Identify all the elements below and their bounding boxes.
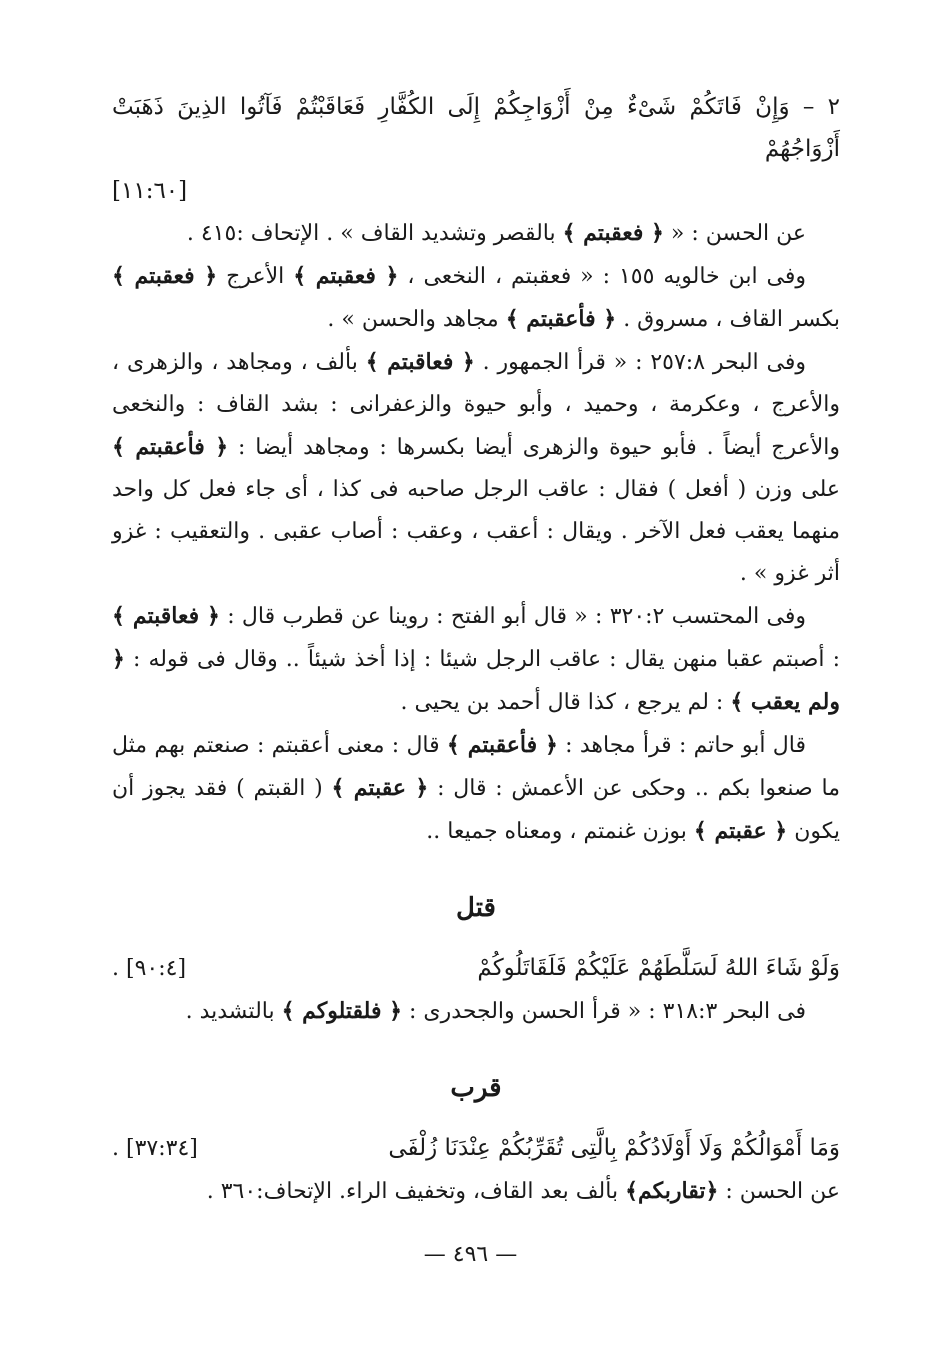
verse-reference: [٩٠:٤] . [112, 956, 187, 981]
text-run: عن الحسن : [718, 1179, 840, 1204]
section-heading: قرب [450, 1073, 502, 1103]
commentary-paragraph [112, 341, 840, 595]
text-run: قال : معنى أعقبتم : صنعتم بهم مثل ما صنعوا بكم .. وحكى عن الأعمش : قال : [112, 733, 840, 801]
page-number: — ٤٩٦ — [423, 1242, 518, 1267]
text-run: بكسر القاف ، مسروق . [616, 307, 840, 332]
reading-highlight: ﴿ فعقبتم ﴾ [562, 220, 664, 246]
reading-highlight: ﴿ فأعقبتم ﴾ [505, 306, 617, 332]
reading-highlight: ﴿ عقبتم ﴾ [331, 775, 429, 801]
reading-highlight: ﴿تقاربكم﴾ [625, 1178, 719, 1204]
reading-highlight: ﴿ عقبتم ﴾ [693, 818, 788, 844]
reading-highlight: ﴿ ولم يعقب ﴾ [112, 646, 840, 715]
text-run: : أصبتم عقبا منهن يقال : عاقب الرجل شيئا : إذا أخذ شيئاً .. وقال فى قوله : [124, 647, 840, 672]
reading-highlight: ﴿ فعقبتم ﴾ [293, 263, 399, 289]
commentary-paragraph [112, 990, 840, 1033]
commentary-paragraph [112, 595, 840, 724]
text-run: الأعرج [217, 264, 294, 289]
text-run: قال أبو حاتم : قرأ مجاهد : [557, 733, 806, 758]
text-run: بالتشديد . [185, 999, 282, 1024]
page-body [112, 86, 840, 1213]
verse-paragraph [112, 86, 840, 212]
commentary-paragraph [112, 724, 840, 853]
text-run: : لم يرجع ، كذا قال أحمد بن يحيى . [400, 690, 731, 715]
reading-highlight: ﴿ فأعقبتم ﴾ [112, 434, 229, 460]
quran-verse: وَمَا أَمْوَالُكُمْ وَلَا أَوْلَادُكُمْ بِالَّتِى تُقَرِّبُكُمْ عِنْدَنَا زُلْفَى [388, 1135, 840, 1161]
commentary-paragraph [112, 1170, 840, 1213]
text-run: ( القبتم ) فقد يجوز أن يكون [112, 776, 840, 844]
reading-highlight: ﴿ فعقبتم ﴾ [112, 263, 218, 289]
text-run: بوزن غنمتم ، ومعناه جميعا .. [426, 819, 694, 844]
text-run: وفى المحتسب ٣٢٠:٢ : « قال أبو الفتح : روينا عن قطرب قال : [219, 604, 806, 629]
section-heading: قتل [456, 893, 496, 923]
quran-verse: وَإِنْ فَاتَكُمْ شَىْءٌ مِنْ أَزْوَاجِكُمْ إِلَى الكُفَّارِ فَعَاقَبْتُمْ فَآتُوا الذِينَ ذَهَبَتْ أَزْوَاجُهُمْ [112, 94, 840, 162]
text-run: عن الحسن : « [663, 221, 806, 246]
text-run: وفى البحر ٢٥٧:٨ : « قرأ الجمهور . [474, 350, 806, 375]
verse-reference: [٣٧:٣٤] . [112, 1136, 198, 1161]
verse-row [112, 947, 840, 990]
reading-highlight: ﴿ فعاقبتم ﴾ [365, 349, 475, 375]
text-run: على وزن ( أفعل ) فقال : عاقب الرجل صاحبه فى كذا ، أى جاء فعل كل واحد منهما يعقب فعل الآخر . ويقال : أعقب ، وعقب : أصاب عقبى . والتعقيب : غزو أثر غزو » . [112, 477, 840, 586]
commentary-paragraph [112, 255, 840, 341]
reading-highlight: ﴿ فلقتلوكم ﴾ [281, 998, 403, 1024]
reading-highlight: ﴿ فعاقبتم ﴾ [112, 603, 220, 629]
verse-number: ٢ – [802, 94, 840, 120]
text-run: فى البحر ٣١٨:٣ : « قرأ الحسن والجحدرى : [402, 999, 806, 1024]
text-run: وفى ابن خالويه ١٥٥ : « فعقبتم ، النخعى ، [398, 264, 807, 289]
quran-verse: وَلَوْ شَاءَ اللهُ لَسَلَّطَهُمْ عَلَيْكُمْ فَلَقَاتَلُوكُمْ [477, 955, 840, 981]
commentary-paragraph [112, 212, 840, 255]
reading-highlight: ﴿ فأعقبتم ﴾ [446, 732, 558, 758]
text-run: بألف بعد القاف، وتخفيف الراء. الإتحاف:٣٦٠ . [206, 1179, 626, 1204]
text-run: مجاهد والحسن » . [327, 307, 506, 332]
verse-reference: [١١:٦٠] [112, 178, 188, 204]
text-run: بالقصر وتشديد القاف » . الإتحاف :٤١٥ . [186, 221, 563, 246]
verse-row [112, 1127, 840, 1170]
text-run: بألف ، ومجاهد ، والزهرى ، والأعرج ، وعكرمة ، وحميد ، وأبو حيوة والزعفرانى : بشد القاف : والنخعى والأعرج أيضاً . فأبو حيوة والزهرى أيضا بكسرها : ومجاهد أيضا : [112, 350, 841, 460]
